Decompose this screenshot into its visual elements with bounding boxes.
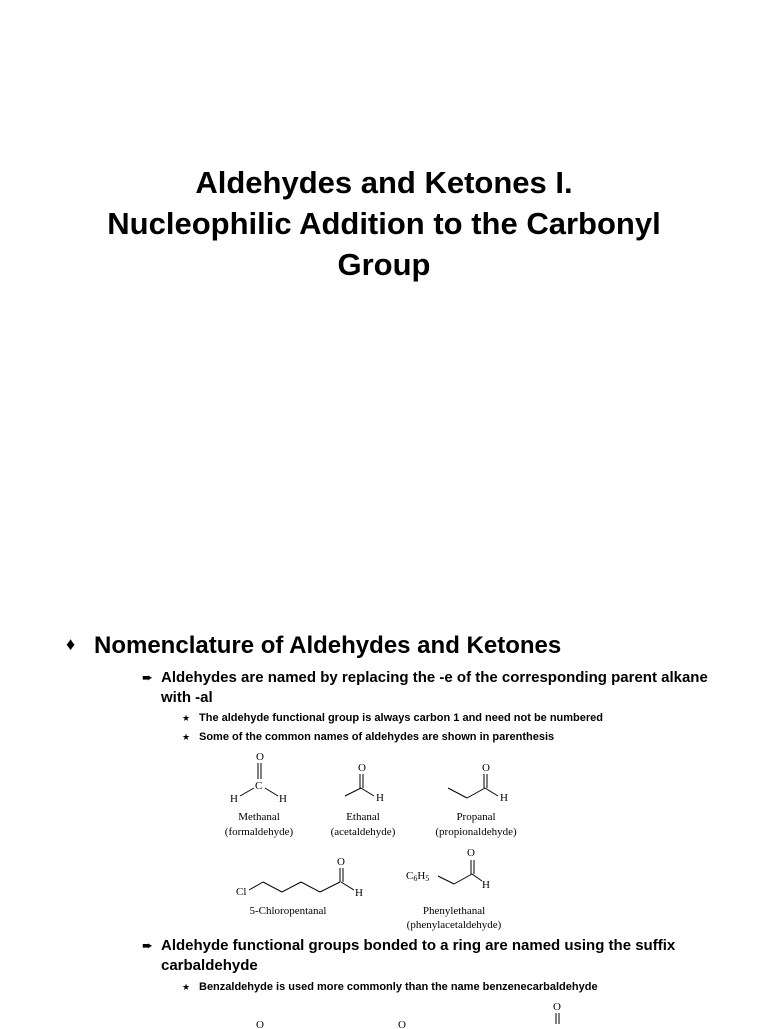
chloropentanal-h-atom: H <box>355 887 363 899</box>
phenylethanal-h-atom: H <box>482 879 490 891</box>
sub-bullet-1-text: The aldehyde functional group is always carbon 1 and need not be numbered <box>199 712 604 724</box>
propanal-name: Propanal <box>456 811 496 823</box>
arrow-bullet-icon: ➨ <box>142 938 153 953</box>
propanal-h-atom: H <box>500 792 508 804</box>
section-heading <box>66 632 561 660</box>
phenylethanal-c6h5-group: C6H5 <box>406 870 430 883</box>
phenylethanal-structure <box>406 847 502 931</box>
propanal-structure <box>435 762 517 838</box>
sub-bullet-1 <box>182 711 603 725</box>
section-heading-text: Nomenclature of Aldehydes and Ketones <box>94 632 562 659</box>
star-bullet-icon: ★ <box>182 982 191 992</box>
methanal-structure <box>225 751 294 838</box>
methanal-c-atom: C <box>255 780 263 792</box>
star-bullet-icon: ★ <box>182 713 191 723</box>
bullet-point-1 <box>142 668 722 708</box>
title-line-2: Nucleophilic Addition to the Carbonyl <box>107 206 661 241</box>
methanal-common-name: (formaldehyde) <box>224 826 294 838</box>
arrow-bullet-icon: ➨ <box>142 670 153 685</box>
star-bullet-icon: ★ <box>182 732 191 742</box>
methanal-h2-atom: H <box>279 793 287 805</box>
ethanal-name: Ethanal <box>346 811 380 823</box>
sub-bullet-3-text: Benzaldehyde is used more commonly than the name benzenecarbaldehyde <box>199 981 598 993</box>
sub-bullet-2 <box>182 730 554 744</box>
ring-aldehyde-structures-partial <box>216 998 596 1029</box>
bullet-point-1-text: Aldehydes are named by replacing the -e of the corresponding parent alkane with -al <box>161 669 708 706</box>
title-line-1: Aldehydes and Ketones I. <box>195 165 573 200</box>
sub-bullet-2-text: Some of the common names of aldehydes are shown in parenthesis <box>199 731 555 743</box>
slide-title <box>0 162 768 285</box>
chloropentanal-name: 5-Chloropentanal <box>249 905 327 917</box>
aldehyde-structures-svg <box>216 748 526 934</box>
title-line-3: Group <box>337 247 431 282</box>
bullet-point-2 <box>142 936 722 976</box>
sub-bullet-3 <box>182 980 598 994</box>
ethanal-h-atom: H <box>376 792 384 804</box>
partial-o-atom-2: O <box>398 1019 406 1029</box>
partial-o-atom-3: O <box>553 1001 561 1013</box>
methanal-o-atom: O <box>256 751 264 763</box>
propanal-o-atom: O <box>482 762 490 774</box>
methanal-name: Methanal <box>238 811 280 823</box>
phenylethanal-o-atom: O <box>467 847 475 859</box>
phenylethanal-name: Phenylethanal <box>422 905 486 917</box>
chloropentanal-cl-atom: Cl <box>236 886 247 898</box>
ethanal-structure <box>331 762 396 838</box>
methanal-h1-atom: H <box>230 793 238 805</box>
phenylethanal-common-name: (phenylacetaldehyde) <box>406 919 502 931</box>
ethanal-common-name: (acetaldehyde) <box>330 826 396 838</box>
aldehyde-structures-figure <box>216 748 526 934</box>
bullet-point-2-text: Aldehyde functional groups bonded to a ring are named using the suffix carbaldehyde <box>161 937 676 974</box>
chloropentanal-structure <box>236 856 363 917</box>
propanal-common-name: (propionaldehyde) <box>435 826 517 838</box>
chloropentanal-o-atom: O <box>337 856 345 868</box>
ethanal-o-atom: O <box>358 762 366 774</box>
diamond-bullet-icon: ♦ <box>66 634 76 654</box>
ring-aldehyde-svg <box>216 998 596 1029</box>
partial-o-atom-1: O <box>256 1019 264 1029</box>
